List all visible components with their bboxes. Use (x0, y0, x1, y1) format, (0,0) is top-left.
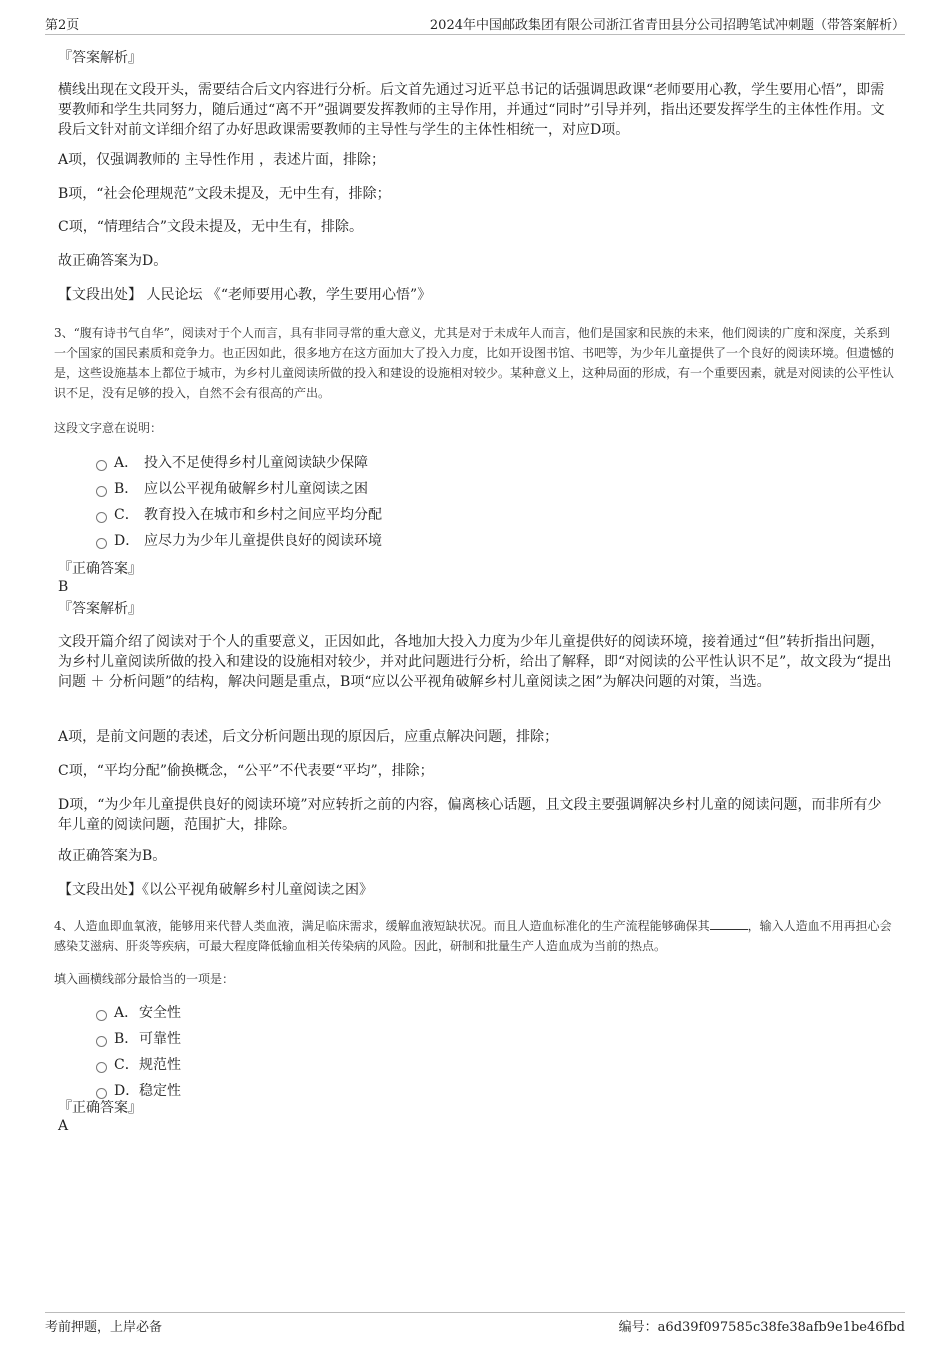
q2-analysis-title: 『答案解析』 (58, 50, 142, 66)
q4-option-a[interactable]: A． 安全性 (94, 1000, 794, 1026)
q3-option-a[interactable]: A． 投入不足使得乡村儿童阅读缺少保障 (94, 450, 794, 476)
q2-option-a-analysis: A项，仅强调教师的 主导性作用 ，表述片面，排除； (58, 152, 386, 168)
radio-button[interactable] (96, 1010, 107, 1021)
q2-analysis-paragraph: 横线出现在文段开头，需要结合后文内容进行分析。后文首先通过习近平总书记的话强调思政课“老师要用心教，学生要用心悟”，即需要教师和学生共同努力，随后通过“离不开”强调要发挥教师的主导作用，并通过“同时”引导并列，指出还要发挥学生的主体性作用。文段后文针对前文详细介绍了办好思政课需要教师的主导性与学生的主体性相统一，对应D项。 (58, 82, 885, 138)
q3-analysis-paragraph: 文段开篇介绍了阅读对于个人的重要意义，正因如此，各地加大投入力度为少年儿童提供好的阅读环境，接着通过“但”转折指出问题，为乡村儿童阅读所做的投入和建设的设施相对较少，并对此问题进行分析，给出了解释，即“对阅读的公平性认识不足”，故文段为“提出问题 ＋ 分析问题”的结构，解决问题是重点，B项“应以公平视角破解乡村儿童阅读之困”为解决问题的对策，当选。 (58, 634, 892, 690)
q3-answer-title: 『正确答案』 (58, 561, 142, 577)
q4-stem: 4、人造血即血氧液，能够用来代替人类血液，满足临床需求，缓解血液短缺状况。而且人造血标准化的生产流程能够确保其 ，输入人造血不用再担心会感染艾滋病、肝炎等疾病，可最大程度降低输血相关传染病的风险。因此，研制和批量生产人造血成为当前的热点。 (54, 915, 894, 956)
q4-prompt: 填入画横线部分最恰当的一项是： (54, 972, 235, 986)
q4-option-b[interactable]: B． 可靠性 (94, 1026, 794, 1052)
page-header (45, 14, 905, 35)
fill-blank (710, 915, 748, 930)
radio-button[interactable] (96, 538, 107, 549)
q3-option-c[interactable]: C． 教育投入在城市和乡村之间应平均分配 (94, 502, 794, 528)
q3-option-a-analysis: A项，是前文问题的表述，后文分析问题出现的原因后，应重点解决问题，排除； (58, 729, 559, 745)
q3-option-b[interactable]: B． 应以公平视角破解乡村儿童阅读之困 (94, 476, 794, 502)
radio-button[interactable] (96, 460, 107, 471)
radio-button[interactable] (96, 512, 107, 523)
q2-conclusion: 故正确答案为D。 (58, 253, 168, 269)
q3-option-c-analysis: C项，“平均分配”偷换概念，“公平”不代表要“平均”，排除； (58, 763, 434, 779)
radio-button[interactable] (96, 486, 107, 497)
page-footer (45, 1312, 905, 1337)
q3-prompt: 这段文字意在说明： (54, 421, 163, 435)
q2-option-c-analysis: C项，“情理结合”文段未提及，无中生有，排除。 (58, 219, 364, 235)
q2-option-b-analysis: B项，“社会伦理规范”文段未提及，无中生有，排除； (58, 186, 391, 202)
q4-options (94, 1000, 794, 1104)
q3-conclusion: 故正确答案为B。 (58, 848, 167, 864)
document-id: 编号：a6d39f097585c38fe38afb9e1be46fbd (618, 1320, 905, 1335)
radio-button[interactable] (96, 1062, 107, 1073)
q3-option-d[interactable]: D． 应尽力为少年儿童提供良好的阅读环境 (94, 528, 794, 554)
radio-button[interactable] (96, 1036, 107, 1047)
q3-answer: B (58, 579, 69, 595)
q4-answer-title: 『正确答案』 (58, 1100, 142, 1116)
q3-options (94, 450, 794, 554)
q3-analysis-title: 『答案解析』 (58, 601, 142, 617)
q3-source: 【文段出处】《以公平视角破解乡村儿童阅读之困》 (58, 882, 373, 898)
q3-stem: 3、“腹有诗书气自华”，阅读对于个人而言，具有非同寻常的重大意义，尤其是对于未成年人而言，他们是国家和民族的未来，他们阅读的广度和深度，关系到一个国家的国民素质和竞争力。也正因如此，很多地方在这方面加大了投入力度，比如开设图书馆、书吧等，为少年儿童提供了一个良好的阅读环境。但遗憾的是，这些设施基本上都位于城市，为乡村儿童阅读所做的投入和建设的设施相对较少。某种意义上，这种局面的形成，有一个重要因素，就是对阅读的公平性认识不足，没有足够的投入，自然不会有很高的产出。 (54, 326, 895, 400)
q2-source: 【文段出处】 人民论坛 《“老师要用心教，学生要用心悟”》 (58, 287, 432, 303)
document-title: 2024年中国邮政集团有限公司浙江省青田县分公司招聘笔试冲刺题（带答案解析） (429, 18, 905, 33)
footer-slogan: 考前押题，上岸必备 (45, 1320, 163, 1335)
q4-option-d[interactable]: D． 稳定性 (94, 1078, 794, 1104)
q4-option-c[interactable]: C． 规范性 (94, 1052, 794, 1078)
q4-answer: A (58, 1118, 69, 1134)
page-number: 第2页 (45, 18, 80, 33)
q3-option-d-analysis: D项，“为少年儿童提供良好的阅读环境”对应转折之前的内容，偏离核心话题，且文段主要强调解决乡村儿童的阅读问题，而非所有少年儿童的阅读问题，范围扩大，排除。 (58, 797, 882, 833)
